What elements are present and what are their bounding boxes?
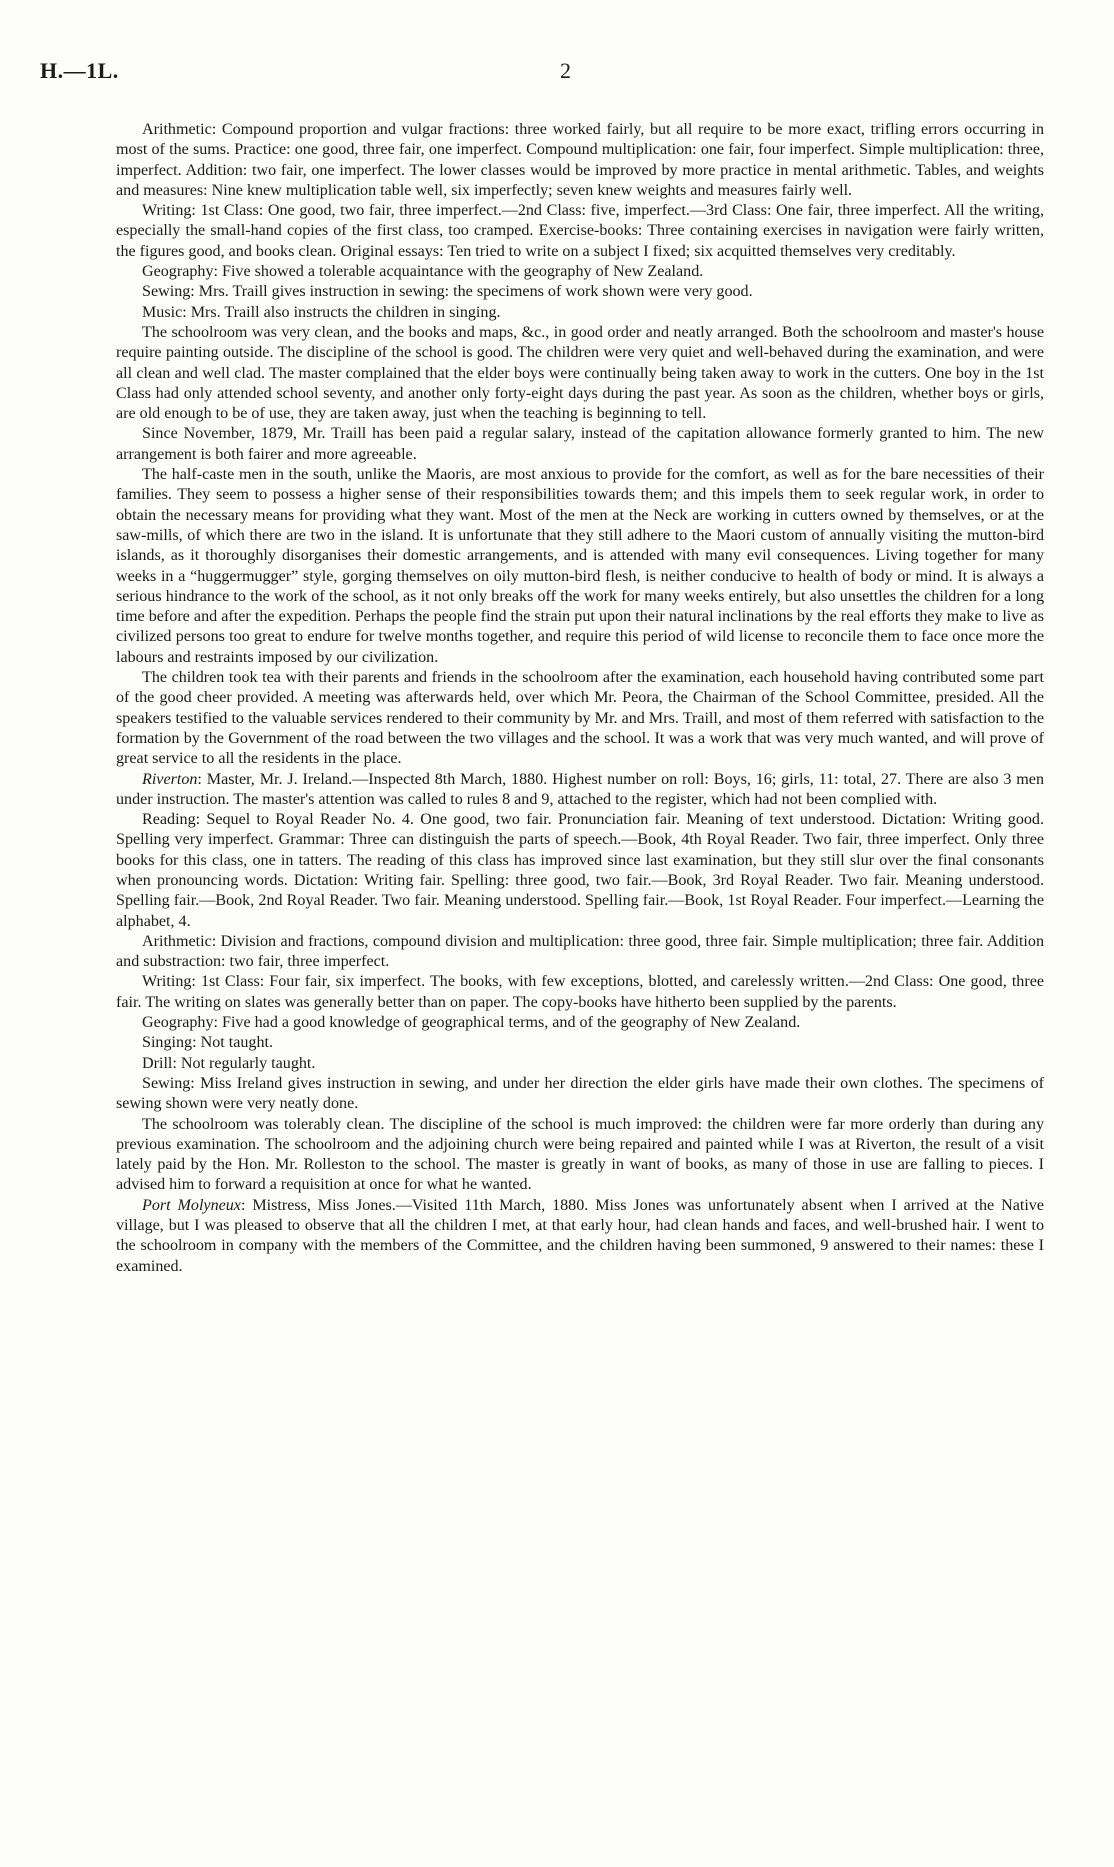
paragraph-arithmetic: Arithmetic: Compound proportion and vulgar fractions: three worked fairly, but all require to be more exact, trifling errors occurring in most of the sums. Practice: one good, three fair, one imperfect. Compound multiplication: one fair, four imperfect. Simple multiplication: three, imperfect. Addition: two fair, one imperfect. The lower classes would be improved by more practice in mental arithmetic. Tables, and weights and measures: Nine knew multiplication table well, six imperfectly; seven knew weights and measures fairly well.	[116, 121, 1044, 199]
paragraph-riverton	[116, 770, 1044, 811]
paragraph-drill: Drill: Not regularly taught.	[142, 1054, 316, 1072]
paragraph-schoolroom: The schoolroom was very clean, and the books and maps, &c., in good order and neatly arranged. Both the schoolroom and master's house require painting outside. The discipline of the school is good. The children were very quiet and well-behaved during the examination, and were all clean and well clad. The master complained that the elder boys were continually being taken away to work in the cutters. One boy in the 1st Class had only attended school seventy, and another only forty-eight days during the past year. As soon as the children, whether boys or girls, are old enough to be of use, they are taken away, just when the teaching is beginning to tell.	[116, 323, 1044, 423]
paragraph-singing: Singing: Not taught.	[142, 1034, 273, 1052]
paragraph-geography: Geography: Five showed a tolerable acquaintance with the geography of New Zealand.	[142, 263, 704, 281]
paragraph-port-molyneux	[116, 1196, 1044, 1277]
paragraph-arithmetic-riverton: Arithmetic: Division and fractions, compound division and multiplication: three good, three fair. Simple multiplication; three fair. Addition and substraction: two fair, three imperfect.	[116, 932, 1044, 971]
page-number: 2	[560, 58, 571, 83]
paragraph-salary: Since November, 1879, Mr. Traill has been paid a regular salary, instead of the capitation allowance formerly granted to him. The new arrangement is both fairer and more agreeable.	[116, 425, 1044, 463]
paragraph-geography-riverton: Geography: Five had a good knowledge of geographical terms, and of the geography of New Zealand.	[142, 1014, 801, 1032]
report-body	[116, 120, 1044, 1277]
paragraph-music: Music: Mrs. Traill also instructs the children in singing.	[142, 303, 501, 321]
paragraph-sewing-riverton: Sewing: Miss Ireland gives instruction in sewing, and under her direction the elder girls have made their own clothes. The specimens of sewing shown were very neatly done.	[116, 1074, 1044, 1113]
document-reference: H.—1L.	[40, 58, 119, 83]
riverton-heading: Riverton	[142, 770, 198, 788]
paragraph-schoolroom-riverton: The schoolroom was tolerably clean. The discipline of the school is much improved: the children were far more orderly than during any previous examination. The schoolroom and the adjoining church were being repaired and painted while I was at Riverton, the result of a visit lately paid by the Hon. Mr. Rolleston to the school. The master is greatly in want of books, as many of those in use are falling to pieces. I advised him to forward a requisition at once for what he wanted.	[116, 1115, 1044, 1194]
paragraph-writing-riverton: Writing: 1st Class: Four fair, six imperfect. The books, with few exceptions, blotted, and carelessly written.—2nd Class: One good, three fair. The writing on slates was generally better than on paper. The copy-books have hitherto been supplied by the parents.	[116, 973, 1044, 1011]
paragraph-reading: Reading: Sequel to Royal Reader No. 4. One good, two fair. Pronunciation fair. Meaning of text understood. Dictation: Writing good. Spelling very imperfect. Grammar: Three can distinguish the parts of speech.—Book, 4th Royal Reader. Two fair, three imperfect. Only three books for this class, one in tatters. The reading of this class has improved since last examination, but they still slur over the final consonants when pronouncing words. Dictation: Writing fair. Spelling: three good, two fair.—Book, 3rd Royal Reader. Two fair. Meaning understood. Spelling fair.—Book, 2nd Royal Reader. Two fair. Meaning understood. Spelling fair.—Book, 1st Royal Reader. Four imperfect.—Learning the alphabet, 4.	[116, 811, 1044, 930]
port-molyneux-text: : Mistress, Miss Jones.—Visited 11th March, 1880. Miss Jones was unfortunately absent when I arrived at the Native village, but I was pleased to observe that all the children I met, at that early hour, had clean hands and faces, and well-brushed hair. I went to the schoolroom in company with the members of the Committee, and the children having been summoned, 9 answered to their names: these I examined.	[116, 1196, 1044, 1275]
page-header	[40, 58, 1074, 98]
riverton-text: : Master, Mr. J. Ireland.—Inspected 8th March, 1880. Highest number on roll: Boys, 16; girls, 11: total, 27. There are also 3 men under instruction. The master's attention was called to rules 8 and 9, attached to the register, which had not been complied with.	[116, 770, 1044, 808]
paragraph-writing: Writing: 1st Class: One good, two fair, three imperfect.—2nd Class: five, imperfect.—3rd Class: One fair, three imperfect. All the writing, especially the small-hand copies of the first class, too cramped. Exercise-books: Three containing exercises in navigation were fairly written, the figures good, and books clean. Original essays: Ten tried to write on a subject I fixed; six acquitted themselves very creditably.	[116, 202, 1044, 260]
paragraph-half-caste: The half-caste men in the south, unlike the Maoris, are most anxious to provide for the comfort, as well as for the bare necessities of their families. They seem to possess a higher sense of their responsibilities towards them; and this impels them to seek regular work, in order to obtain the necessary means for providing what they want. Most of the men at the Neck are working in cutters owned by themselves, or at the saw-mills, of which there are two in the island. It is unfortunate that they still adhere to the Maori custom of annually visiting the mutton-bird islands, as it thoroughly disorganises their domestic arrangements, and is attended with many evil consequences. Living together for many weeks in a “huggermugger” style, gorging themselves on oily mutton-bird flesh, is neither conducive to health of body or mind. It is always a serious hindrance to the work of the school, as it not only breaks off the work for many weeks entirely, but also unsettles the children for a long time before and after the expedition. Perhaps the people find the strain put upon their natural inclinations by the real efforts they make to live as civilized persons too great to endure for twelve months together, and require this period of wild license to reconcile them to face once more the labours and restraints imposed by our civilization.	[116, 466, 1044, 666]
paragraph-sewing: Sewing: Mrs. Traill gives instruction in sewing: the specimens of work shown were very good.	[142, 283, 753, 301]
port-molyneux-heading: Port Molyneux	[142, 1196, 241, 1214]
paragraph-tea-meeting: The children took tea with their parents and friends in the schoolroom after the examination, each household having contributed some part of the good cheer provided. A meeting was afterwards held, over which Mr. Peora, the Chairman of the School Committee, presided. All the speakers testified to the valuable services rendered to their community by Mr. and Mrs. Traill, and most of them referred with satisfaction to the formation by the Government of the road between the two villages and the school. It was a work that was very much wanted, and will prove of great service to all the residents in the place.	[116, 669, 1044, 768]
